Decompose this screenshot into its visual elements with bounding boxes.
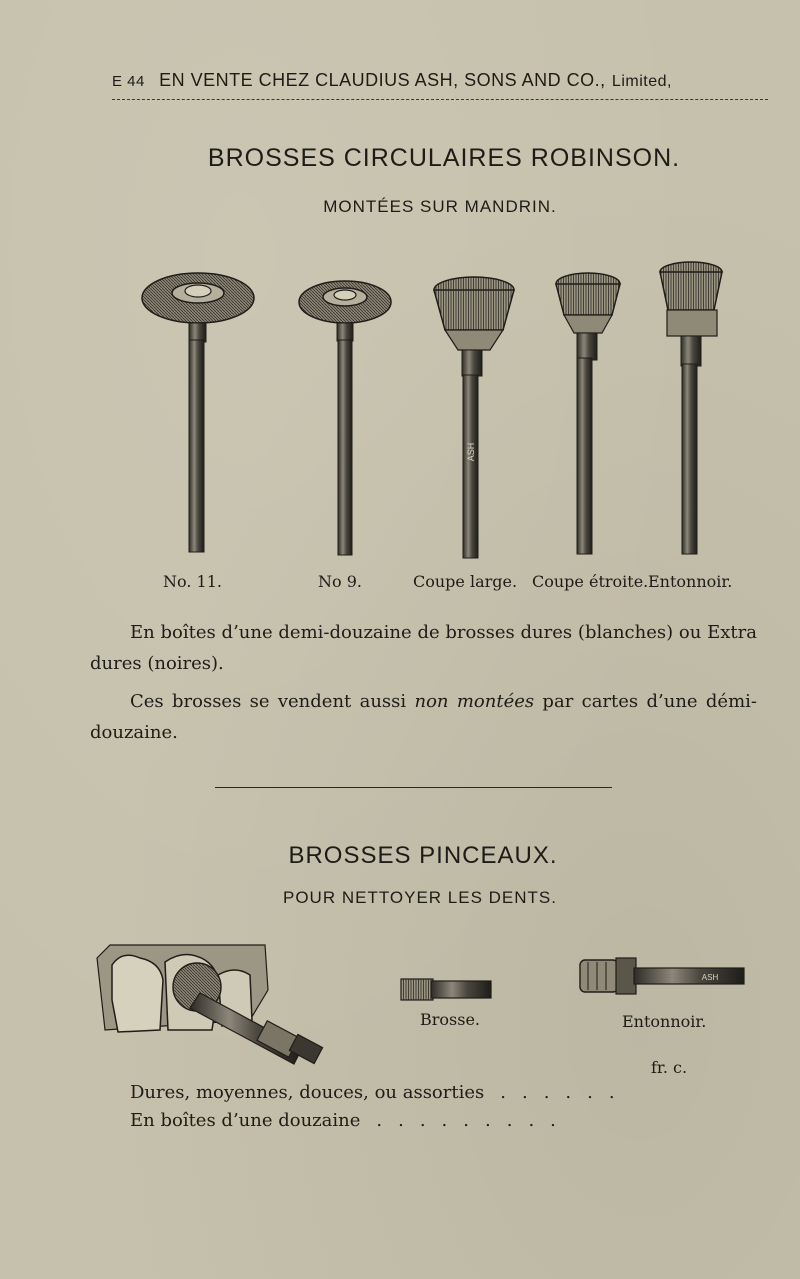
caption-entonnoir-pinceau: Entonnoir. [622, 1012, 707, 1031]
paragraph-boxes: En boîtes d’une demi-douzaine de brosses dures (blanches) ou Extra dures (noires). [90, 622, 757, 674]
section1-subtitle: MONTÉES SUR MANDRIN. [323, 197, 557, 216]
price-row [130, 1110, 572, 1131]
price-row [130, 1082, 631, 1103]
section2-subtitle: POUR NETTOYER LES DENTS. [282, 888, 557, 907]
teeth-with-brush-figure [97, 945, 323, 1064]
price-row-label: Dures, moyennes, douces, ou assorties [130, 1082, 485, 1103]
currency-header: fr. c. [651, 1058, 688, 1077]
page-number: E 44 [112, 73, 145, 90]
paragraph-unmounted: Ces brosses se vendent aussi non montées par cartes d’une démi-douzaine. [90, 691, 757, 743]
caption-coupe-etroite: Coupe étroite. [532, 572, 649, 591]
section2-title: BROSSES PINCEAUX. [288, 842, 558, 869]
price-row-leader: ......... [376, 1110, 572, 1131]
section1-title: BROSSES CIRCULAIRES ROBINSON. [207, 144, 681, 172]
header-limited: Limited, [611, 73, 672, 90]
caption-no11: No. 11. [163, 572, 222, 591]
brosse-figure [401, 979, 491, 1000]
caption-brosse: Brosse. [420, 1010, 481, 1029]
emphasis-non-montees: non montées [414, 691, 535, 712]
caption-no9: No 9. [318, 572, 362, 591]
caption-coupe-large: Coupe large. [413, 572, 518, 591]
shank-marking: ASH [466, 442, 476, 462]
price-row-label: En boîtes d’une douzaine [130, 1110, 361, 1131]
caption-entonnoir: Entonnoir. [648, 572, 733, 591]
header-text: EN VENTE CHEZ CLAUDIUS ASH, SONS AND CO., [159, 70, 606, 90]
price-row-leader: ...... [500, 1082, 631, 1103]
entonnoir-pinceau-figure [580, 958, 744, 994]
handle-marking: ASH [701, 973, 719, 982]
